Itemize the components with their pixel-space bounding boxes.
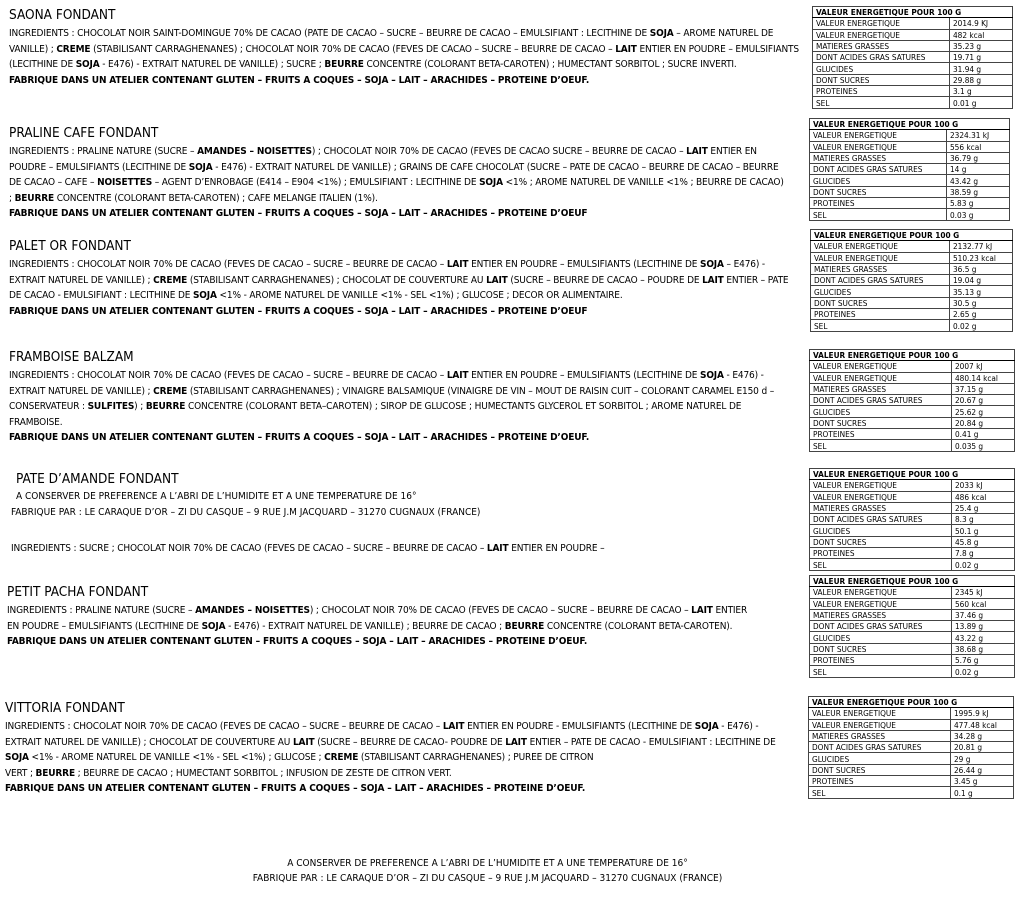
allergen-highlight: SOJA [5, 752, 29, 763]
nutrition-table-saona [812, 6, 1013, 109]
nutrient-value: 37.46 g [952, 609, 1015, 620]
nutrition-table-palet-or [810, 229, 1013, 332]
nutrition-header: VALEUR ENERGETIQUE POUR 100 G [810, 119, 1010, 130]
nutrient-label: SEL [811, 320, 950, 331]
nutrition-row [810, 417, 1015, 428]
nutrient-label: VALEUR ENERGETIQUE [810, 372, 952, 383]
nutrition-row [811, 320, 1013, 331]
nutrition-row [810, 209, 1010, 220]
nutrient-label: SEL [810, 209, 947, 220]
nutrient-label: PROTEINES [810, 655, 952, 666]
allergen-highlight: SOJA [75, 59, 100, 70]
nutrition-row [809, 764, 1014, 775]
nutrition-row [810, 395, 1015, 406]
nutrition-table-framboise-balzam [809, 349, 1015, 452]
factory-allergen-notice: FABRIQUE DANS UN ATELIER CONTENANT GLUTEN – FRUITS A COQUES – SOJA – LAIT – ARACHIDES – PROTEINE D’OEUF. [7, 636, 588, 647]
factory-allergen-notice: FABRIQUE DANS UN ATELIER CONTENANT GLUTEN – FRUITS A COQUES – SOJA – LAIT – ARACHIDES – PROTEINE D’OEUF. [9, 432, 590, 443]
nutrient-value: 35.23 g [950, 40, 1013, 51]
factory-allergen-notice: FABRIQUE DANS UN ATELIER CONTENANT GLUTEN – FRUITS A COQUES – SOJA – LAIT – ARACHIDES – PROTEINE D’OEUF [9, 208, 588, 219]
nutrition-row [811, 263, 1013, 274]
factory-allergen-notice: FABRIQUE DANS UN ATELIER CONTENANT GLUTEN – FRUITS A COQUES – SOJA – LAIT – ARACHIDES – PROTEINE D’OEUF. [5, 783, 586, 794]
nutrition-header: VALEUR ENERGETIQUE POUR 100 G [813, 7, 1013, 18]
nutrition-row [811, 252, 1013, 263]
ingredients-vittoria [5, 719, 795, 797]
nutrient-value: 560 kcal [952, 598, 1015, 609]
nutrient-label: DONT SUCRES [809, 764, 951, 775]
nutrition-row [811, 275, 1013, 286]
nutrition-row [810, 548, 1015, 559]
nutrient-label: DONT SUCRES [810, 417, 952, 428]
nutrition-row [810, 429, 1015, 440]
nutrient-label: VALEUR ENERGETIQUE [809, 719, 951, 730]
nutrition-table-pate-amande [809, 468, 1015, 571]
nutrient-value: 482 kcal [950, 29, 1013, 40]
nutrient-label: DONT ACIDES GRAS SATURES [811, 275, 950, 286]
nutrient-value: 20.84 g [952, 417, 1015, 428]
nutrient-value: 20.67 g [952, 395, 1015, 406]
nutrition-row [813, 86, 1013, 97]
nutrient-value: 36.5 g [950, 263, 1013, 274]
product-title-saona: SAONA FONDANT [9, 7, 116, 23]
ingredients-palet-or [9, 257, 789, 319]
nutrient-value: 50.1 g [952, 525, 1015, 536]
nutrition-row [813, 18, 1013, 29]
nutrient-label: SEL [810, 559, 952, 570]
ingredients-praline-cafe [9, 144, 784, 222]
factory-allergen-notice: FABRIQUE DANS UN ATELIER CONTENANT GLUTEN – FRUITS A COQUES – SOJA – LAIT – ARACHIDES – PROTEINE D’OEUF [9, 305, 588, 317]
allergen-highlight: AMANDES – NOISETTES [195, 605, 310, 616]
nutrient-label: VALEUR ENERGETIQUE [813, 29, 950, 40]
product-title-praline-cafe: PRALINE CAFE FONDANT [9, 125, 159, 141]
nutrition-row [811, 309, 1013, 320]
nutrient-label: VALEUR ENERGETIQUE [811, 241, 950, 252]
nutrient-label: SEL [809, 787, 951, 798]
nutrient-label: VALEUR ENERGETIQUE [810, 361, 952, 372]
nutrition-header: VALEUR ENERGETIQUE POUR 100 G [810, 469, 1015, 480]
product-title-pate-amande: PATE D’AMANDE FONDANT [16, 471, 179, 487]
nutrition-header: VALEUR ENERGETIQUE POUR 100 G [811, 230, 1013, 241]
nutrient-value: 3.45 g [951, 776, 1014, 787]
ingredients-text: INGREDIENTS : PRALINE NATURE (SUCRE – AMANDES – NOISETTES) ; CHOCOLAT NOIR 70% DE CACAO (FEVES DE CACAO – SUCRE – BEURRE DE CACAO – LAIT ENTIER EN POUDRE – EMULSIFIANTS (LECITHINE DE SOJA - E476) - EXTRAIT NATUREL DE VANILLE) ; BEURRE DE CACAO ; BEURRE CONCENTRE (COLORANT BETA-CAROTEN). [7, 605, 748, 632]
nutrient-label: DONT SUCRES [811, 297, 950, 308]
nutrient-label: GLUCIDES [810, 175, 947, 186]
nutrient-value: 31.94 g [950, 63, 1013, 74]
allergen-highlight: NOISETTES [97, 177, 153, 188]
allergen-highlight: BEURRE [324, 59, 364, 70]
allergen-highlight: BEURRE [504, 620, 545, 632]
nutrition-row [810, 480, 1015, 491]
nutrient-label: DONT SUCRES [813, 74, 950, 85]
allergen-highlight: LAIT [702, 274, 724, 286]
nutrition-row [810, 525, 1015, 536]
nutrient-value: 25.62 g [952, 406, 1015, 417]
nutrition-row [813, 74, 1013, 85]
nutrient-label: MATIERES GRASSES [813, 40, 950, 51]
nutrient-label: VALEUR ENERGETIQUE [810, 130, 947, 141]
nutrition-row [810, 440, 1015, 451]
nutrient-value: 2033 kJ [952, 480, 1015, 491]
nutrient-label: VALEUR ENERGETIQUE [810, 598, 952, 609]
nutrition-row [810, 514, 1015, 525]
nutrient-value: 0.03 g [947, 209, 1010, 220]
allergen-highlight: LAIT [505, 736, 527, 748]
nutrient-value: 29.88 g [950, 74, 1013, 85]
nutrient-value: 19.04 g [950, 275, 1013, 286]
nutrient-value: 2014.9 KJ [950, 18, 1013, 29]
nutrition-row [809, 719, 1014, 730]
nutrition-row [810, 632, 1015, 643]
nutrient-value: 2345 kJ [952, 587, 1015, 598]
ingredients-text: INGREDIENTS : CHOCOLAT NOIR 70% DE CACAO (FEVES DE CACAO – SUCRE – BEURRE DE CACAO – LAIT ENTIER EN POUDRE – EMULSIFIANTS (LECITHINE DE SOJA – E476) - EXTRAIT NATUREL DE VANILLE) ; CREME (STABILISANT CARRAGHENANES) ; CHOCOLAT DE COUVERTURE AU LAIT (SUCRE – BEURRE DE CACAO – POUDRE DE LAIT ENTIER – PATE DE CACAO - EMULSIFIANT : LECITHINE DE SOJA <1% - AROME NATUREL DE VANILLE <1% - SEL <1%) ; GLUCOSE ; DECOR OR ALIMENTAIRE. [9, 259, 789, 301]
nutrition-row [811, 241, 1013, 252]
factory-allergen-notice: FABRIQUE DANS UN ATELIER CONTENANT GLUTEN – FRUITS A COQUES – SOJA – LAIT – ARACHIDES – PROTEINE D’OEUF. [9, 74, 590, 86]
nutrient-value: 486 kcal [952, 491, 1015, 502]
allergen-highlight: LAIT [691, 605, 713, 616]
nutrition-row [809, 776, 1014, 787]
nutrient-label: SEL [810, 666, 952, 677]
nutrient-value: 2132.77 kJ [950, 241, 1013, 252]
ingredients-pate-amande [11, 541, 791, 557]
allergen-highlight: CREME [324, 752, 359, 763]
allergen-highlight: SOJA [699, 259, 724, 270]
nutrient-value: 20.81 g [951, 742, 1014, 753]
nutrition-row [810, 164, 1010, 175]
nutrient-value: 0.41 g [952, 429, 1015, 440]
nutrient-value: 36.79 g [947, 152, 1010, 163]
nutrition-row [811, 297, 1013, 308]
nutrition-row [810, 152, 1010, 163]
nutrition-header: VALEUR ENERGETIQUE POUR 100 G [810, 350, 1015, 361]
nutrition-table-praline-cafe [809, 118, 1010, 221]
ingredients-text: INGREDIENTS : PRALINE NATURE (SUCRE – AMANDES – NOISETTES) ; CHOCOLAT NOIR 70% DE CACAO (FEVES DE CACAO SUCRE – BEURRE DE CACAO – LAIT ENTIER EN POUDRE – EMULSIFIANTS (LECITHINE DE SOJA - E476) - EXTRAIT NATUREL DE VANILLE) ; GRAINS DE CAFE CHOCOLAT (SUCRE – PATE DE CACAO – BEURRE DE CACAO – BEURRE DE CACAO – CAFE – NOISETTES – AGENT D’ENROBAGE (E414 – E904 <1%) ; EMULSIFIANT : LECITHINE DE SOJA <1% ; AROME NATUREL DE VANILLE <1% ; BEURRE DE CACAO) ; BEURRE CONCENTRE (COLORANT BETA-CAROTEN) ; CAFE MELANGE ITALIEN (1%). [9, 146, 784, 204]
allergen-highlight: CREME [153, 385, 188, 397]
footer-manufacturer-address: FABRIQUE PAR : LE CARAQUE D’OR – ZI DU CASQUE – 9 RUE J.M JACQUARD – 31270 CUGNAUX (FRANCE) [252, 873, 723, 884]
nutrition-row [810, 406, 1015, 417]
allergen-highlight: LAIT [292, 736, 315, 748]
nutrient-label: GLUCIDES [810, 632, 952, 643]
nutrient-value: 34.28 g [951, 730, 1014, 741]
nutrition-row [809, 787, 1014, 798]
nutrient-label: DONT ACIDES GRAS SATURES [810, 164, 947, 175]
nutrition-row [809, 753, 1014, 764]
nutrition-row [810, 383, 1015, 394]
allergen-highlight: LAIT [486, 274, 508, 286]
nutrition-row [809, 730, 1014, 741]
nutrient-label: MATIERES GRASSES [810, 152, 947, 163]
ingredients-text: INGREDIENTS : CHOCOLAT NOIR 70% DE CACAO (FEVES DE CACAO – SUCRE – BEURRE DE CACAO – LAIT ENTIER EN POUDRE - EMULSIFIANTS (LECITHINE DE SOJA - E476) - EXTRAIT NATUREL DE VANILLE) ; CHOCOLAT DE COUVERTURE AU LAIT (SUCRE – BEURRE DE CACAO- POUDRE DE LAIT ENTIER – PATE DE CACAO - EMULSIFIANT : LECITHINE DE SOJA <1% - AROME NATUREL DE VANILLE <1% - SEL <1%) ; GLUCOSE ; CREME (STABILISANT CARRAGHENANES) ; PUREE DE CITRON VERT ; BEURRE ; BEURRE DE CACAO ; HUMECTANT SORBITOL ; INFUSION DE ZESTE DE CITRON VERT. [5, 721, 776, 779]
nutrient-value: 0.02 g [950, 320, 1013, 331]
nutrient-value: 35.13 g [950, 286, 1013, 297]
nutrition-row [813, 40, 1013, 51]
nutrient-label: GLUCIDES [810, 525, 952, 536]
nutrient-label: PROTEINES [809, 776, 951, 787]
nutrient-value: 43.42 g [947, 175, 1010, 186]
nutrient-value: 5.83 g [947, 198, 1010, 209]
nutrient-label: VALEUR ENERGETIQUE [810, 141, 947, 152]
nutrient-value: 7.8 g [952, 548, 1015, 559]
nutrition-row [810, 491, 1015, 502]
nutrient-label: PROTEINES [810, 198, 947, 209]
nutrition-row [813, 97, 1013, 108]
nutrient-label: MATIERES GRASSES [810, 609, 952, 620]
allergen-highlight: SOJA [649, 28, 674, 39]
allergen-highlight: SOJA [201, 620, 226, 632]
allergen-highlight: LAIT [486, 543, 509, 554]
nutrient-label: PROTEINES [813, 86, 950, 97]
nutrition-header: VALEUR ENERGETIQUE POUR 100 G [810, 576, 1015, 587]
nutrition-header: VALEUR ENERGETIQUE POUR 100 G [809, 697, 1014, 708]
nutrient-label: DONT SUCRES [810, 643, 952, 654]
footer-storage-notice: A CONSERVER DE PREFERENCE A L’ABRI DE L’HUMIDITE ET A UNE TEMPERATURE DE 16° [287, 858, 688, 869]
nutrition-row [813, 63, 1013, 74]
nutrient-label: GLUCIDES [809, 753, 951, 764]
nutrient-value: 2324.31 kJ [947, 130, 1010, 141]
nutrient-value: 26.44 g [951, 764, 1014, 775]
nutrition-row [810, 666, 1015, 677]
nutrient-value: 30.5 g [950, 297, 1013, 308]
nutrient-value: 38.59 g [947, 186, 1010, 197]
nutrient-label: DONT ACIDES GRAS SATURES [810, 395, 952, 406]
nutrition-row [810, 186, 1010, 197]
nutrient-label: GLUCIDES [810, 406, 952, 417]
product-title-vittoria: VITTORIA FONDANT [5, 700, 125, 716]
allergen-highlight: LAIT [686, 146, 708, 157]
allergen-highlight: BEURRE [14, 192, 55, 204]
nutrition-row [813, 29, 1013, 40]
allergen-highlight: LAIT [615, 43, 637, 55]
nutrient-value: 29 g [951, 753, 1014, 764]
nutrient-value: 510.23 kcal [950, 252, 1013, 263]
nutrient-value: 37.15 g [952, 383, 1015, 394]
nutrient-label: VALEUR ENERGETIQUE [811, 252, 950, 263]
nutrition-row [810, 502, 1015, 513]
product-title-petit-pacha: PETIT PACHA FONDANT [7, 584, 149, 600]
nutrition-row [811, 286, 1013, 297]
ingredients-framboise-balzam [9, 368, 789, 446]
nutrition-table-vittoria [808, 696, 1014, 799]
nutrient-label: GLUCIDES [811, 286, 950, 297]
nutrition-row [810, 175, 1010, 186]
allergen-highlight: SOJA [192, 290, 217, 301]
nutrition-row [810, 130, 1010, 141]
nutrient-value: 19.71 g [950, 52, 1013, 63]
nutrient-value: 0.035 g [952, 440, 1015, 451]
nutrient-label: GLUCIDES [813, 63, 950, 74]
nutrient-label: DONT SUCRES [810, 536, 952, 547]
nutrient-label: MATIERES GRASSES [810, 502, 952, 513]
nutrient-label: MATIERES GRASSES [811, 263, 950, 274]
nutrient-label: VALEUR ENERGETIQUE [810, 491, 952, 502]
ingredients-text: INGREDIENTS : CHOCOLAT NOIR SAINT-DOMINGUE 70% DE CACAO (PATE DE CACAO – SUCRE – BEURRE DE CACAO – EMULSIFIANT : LECITHINE DE SOJA – AROME NATUREL DE VANILLE) ; CREME (STABILISANT CARRAGHENANES) ; CHOCOLAT NOIR 70% DE CACAO (FEVES DE CACAO – SUCRE – BEURRE DE CACAO – LAIT ENTIER EN POUDRE – EMULSIFIANTS (LECITHINE DE SOJA - E476) - EXTRAIT NATUREL DE VANILLE) ; SUCRE ; BEURRE CONCENTRE (COLORANT BETA-CAROTEN) ; HUMECTANT SORBITOL ; SUCRE INVERTI. [9, 28, 799, 70]
nutrient-value: 1995.9 kJ [951, 708, 1014, 719]
nutrition-row [810, 536, 1015, 547]
nutrition-row [810, 621, 1015, 632]
nutrition-row [810, 141, 1010, 152]
ingredients-text: INGREDIENTS : SUCRE ; CHOCOLAT NOIR 70% DE CACAO (FEVES DE CACAO – SUCRE – BEURRE DE CACAO – LAIT ENTIER EN POUDRE – [11, 543, 605, 554]
product-title-palet-or: PALET OR FONDANT [9, 238, 131, 254]
nutrient-label: DONT ACIDES GRAS SATURES [809, 742, 951, 753]
nutrient-label: MATIERES GRASSES [810, 383, 952, 394]
nutrient-label: DONT ACIDES GRAS SATURES [810, 514, 952, 525]
footer [0, 856, 975, 886]
nutrient-value: 2007 kJ [952, 361, 1015, 372]
ingredients-saona [9, 26, 804, 88]
ingredients-petit-pacha [7, 603, 752, 650]
nutrition-row [810, 198, 1010, 209]
nutrition-row [810, 372, 1015, 383]
storage-notice: A CONSERVER DE PREFERENCE A L’ABRI DE L’HUMIDITE ET A UNE TEMPERATURE DE 16° [16, 491, 417, 502]
nutrient-label: DONT SUCRES [810, 186, 947, 197]
allergen-highlight: BEURRE [145, 401, 186, 412]
nutrient-value: 556 kcal [947, 141, 1010, 152]
nutrient-value: 38.68 g [952, 643, 1015, 654]
allergen-highlight: CREME [56, 43, 91, 55]
nutrient-label: SEL [813, 97, 950, 108]
allergen-highlight: LAIT [446, 370, 469, 381]
nutrition-row [810, 609, 1015, 620]
nutrient-value: 0.02 g [952, 666, 1015, 677]
nutrient-label: DONT ACIDES GRAS SATURES [810, 621, 952, 632]
nutrient-value: 45.8 g [952, 536, 1015, 547]
nutrient-value: 13.89 g [952, 621, 1015, 632]
allergen-highlight: SOJA [694, 721, 719, 732]
allergen-highlight: LAIT [442, 721, 465, 732]
nutrient-label: MATIERES GRASSES [809, 730, 951, 741]
ingredients-text: INGREDIENTS : CHOCOLAT NOIR 70% DE CACAO (FEVES DE CACAO – SUCRE – BEURRE DE CACAO – LAIT ENTIER EN POUDRE – EMULSIFIANTS (LECITHINE DE SOJA - E476) - EXTRAIT NATUREL DE VANILLE) ; CREME (STABILISANT CARRAGHENANES) ; VINAIGRE BALSAMIQUE (VINAIGRE DE VIN – MOUT DE RAISIN CUIT – COLORANT CARAMEL E150 d – CONSERVATEUR : SULFITES) ; BEURRE CONCENTRE (COLORANT BETA–CAROTEN) ; SIROP DE GLUCOSE ; HUMECTANTS GLYCEROL ET SORBITOL ; AROME NATUREL DE FRAMBOISE. [9, 370, 775, 428]
nutrient-value: 5.76 g [952, 655, 1015, 666]
manufacturer-address: FABRIQUE PAR : LE CARAQUE D’OR – ZI DU CASQUE – 9 RUE J.M JACQUARD – 31270 CUGNAUX (FRANCE) [11, 507, 481, 518]
nutrient-value: 43.22 g [952, 632, 1015, 643]
nutrient-value: 0.01 g [950, 97, 1013, 108]
nutrition-row [810, 598, 1015, 609]
nutrition-row [813, 52, 1013, 63]
nutrient-value: 480.14 kcal [952, 372, 1015, 383]
allergen-highlight: LAIT [446, 259, 469, 270]
allergen-highlight: SOJA [479, 177, 503, 188]
nutrient-value: 477.48 kcal [951, 719, 1014, 730]
allergen-highlight: BEURRE [35, 767, 75, 779]
nutrient-label: VALEUR ENERGETIQUE [810, 480, 952, 491]
nutrition-row [810, 643, 1015, 654]
allergen-highlight: SOJA [699, 370, 724, 381]
nutrient-label: VALEUR ENERGETIQUE [810, 587, 952, 598]
allergen-highlight: SOJA [188, 161, 213, 173]
nutrient-label: PROTEINES [810, 429, 952, 440]
nutrient-label: PROTEINES [811, 309, 950, 320]
nutrient-value: 0.02 g [952, 559, 1015, 570]
allergen-highlight: CREME [153, 274, 188, 286]
nutrition-row [810, 361, 1015, 372]
nutrient-value: 0.1 g [951, 787, 1014, 798]
nutrition-row [809, 708, 1014, 719]
nutrient-label: SEL [810, 440, 952, 451]
nutrient-value: 3.1 g [950, 86, 1013, 97]
nutrient-value: 2.65 g [950, 309, 1013, 320]
nutrient-value: 25.4 g [952, 502, 1015, 513]
allergen-highlight: AMANDES – NOISETTES [197, 146, 312, 157]
nutrient-label: VALEUR ENERGETIQUE [813, 18, 950, 29]
nutrition-row [810, 559, 1015, 570]
nutrient-label: VALEUR ENERGETIQUE [809, 708, 951, 719]
nutrient-value: 8.3 g [952, 514, 1015, 525]
nutrient-label: DONT ACIDES GRAS SATURES [813, 52, 950, 63]
nutrition-table-petit-pacha [809, 575, 1015, 678]
nutrient-value: 14 g [947, 164, 1010, 175]
nutrition-row [810, 587, 1015, 598]
nutrition-row [810, 655, 1015, 666]
product-title-framboise-balzam: FRAMBOISE BALZAM [9, 349, 134, 365]
allergen-highlight: SULFITES [87, 401, 135, 412]
nutrition-row [809, 742, 1014, 753]
nutrient-label: PROTEINES [810, 548, 952, 559]
